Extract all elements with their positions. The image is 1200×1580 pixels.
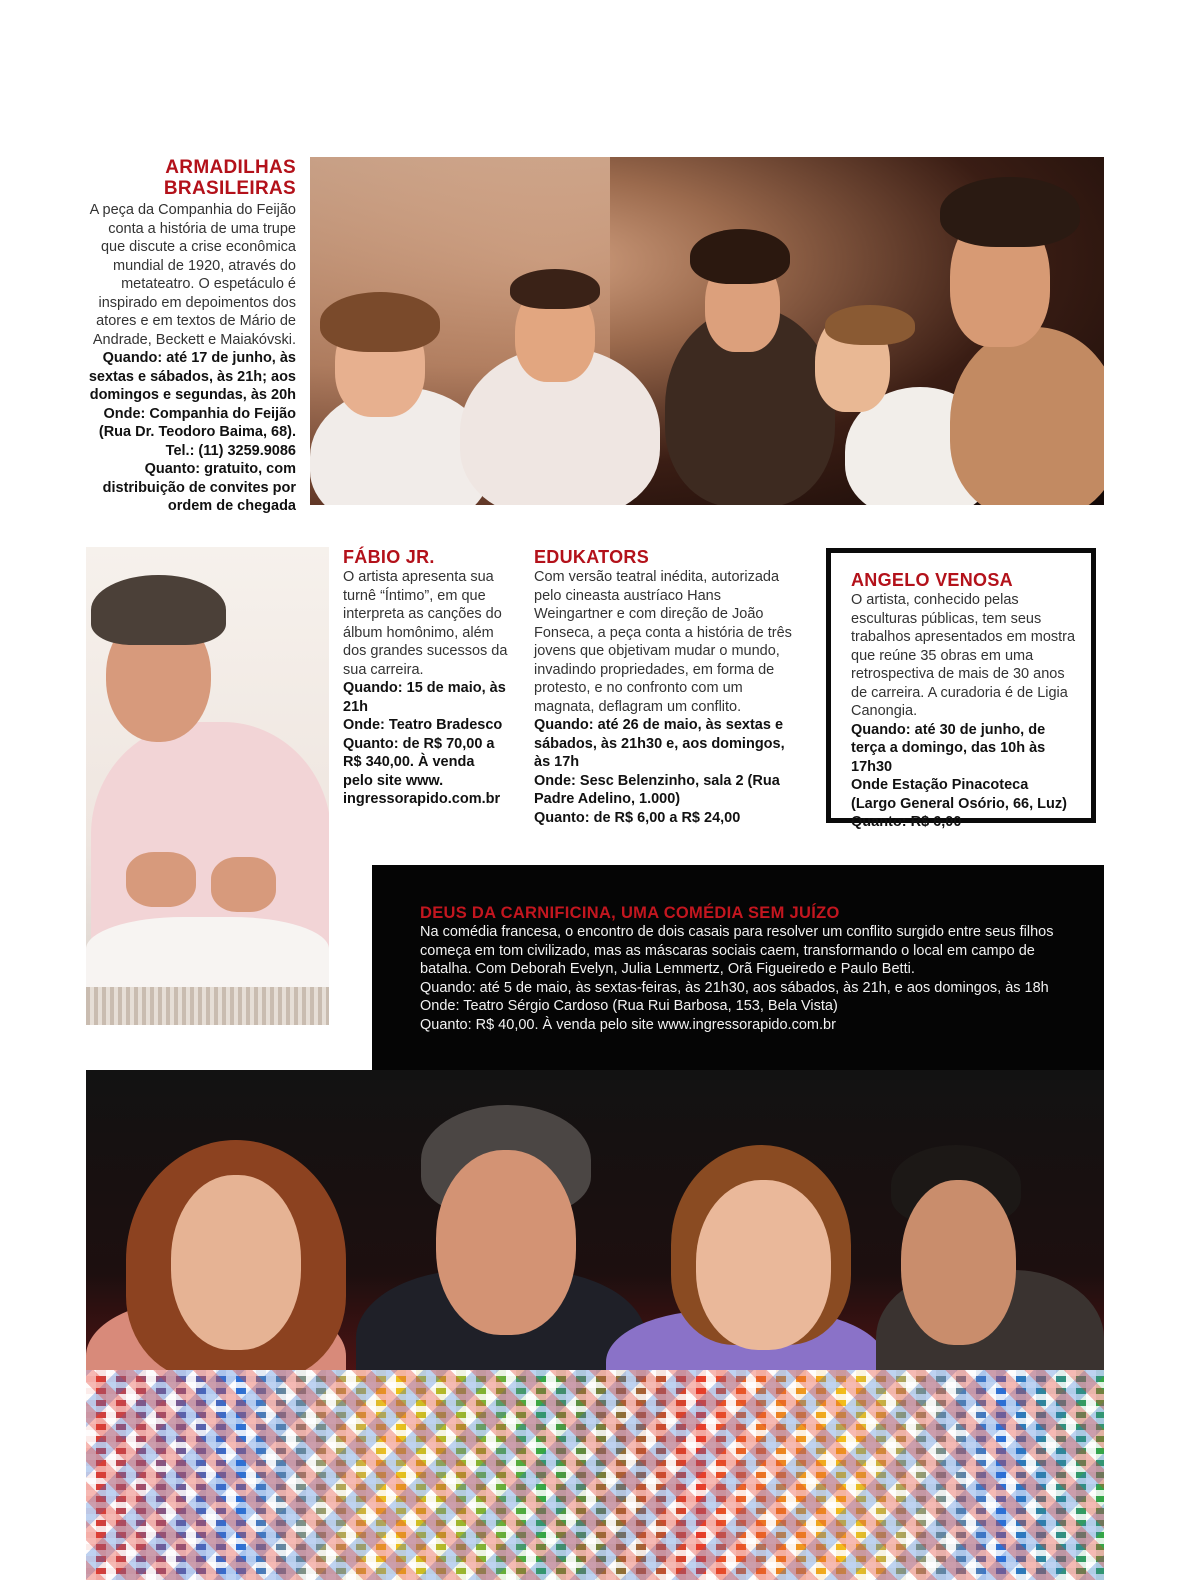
fabio-price: Quanto: de R$ 70,00 a R$ 340,00. À venda pelo site www. ingressorapido.com.br bbox=[343, 735, 501, 807]
venosa-description: O artista, conhecido pelas esculturas públicas, tem seus trabalhos apresentados em mostra que reúne 35 obras em uma retrospectiva de mais de 30 anos de carreira. A curadoria é de Ligia Canongia. bbox=[851, 592, 1076, 719]
armadilhas-title bbox=[86, 157, 296, 199]
fabio-where: Onde: Teatro Bradesco bbox=[343, 717, 503, 733]
fabio-description: O artista apresenta sua turnê “Íntimo”, em que interpreta as canções do álbum homônimo, além dos grandes sucessos da sua carreira. bbox=[343, 569, 508, 678]
actor-hair bbox=[690, 229, 790, 284]
venosa-price: Quanto: R$ 6,00 bbox=[851, 814, 962, 830]
actor-figure bbox=[950, 327, 1104, 505]
armadilhas-price: Quanto: gratuito, com distribuição de convites por ordem de chegada bbox=[102, 461, 296, 514]
carnificina-when: Quando: até 5 de maio, às sextas-feiras, às 21h30, aos sábados, às 21h, e aos domingos, às 18h bbox=[420, 979, 1049, 996]
cast-face-3 bbox=[696, 1180, 831, 1350]
edukators-where: Onde: Sesc Belenzinho, sala 2 (Rua Padre Adelino, 1.000) bbox=[534, 772, 780, 807]
armadilhas-title-line1: ARMADILHAS bbox=[165, 157, 296, 178]
cast-face-2 bbox=[436, 1150, 576, 1335]
armadilhas-tel: Tel.: (11) 3259.9086 bbox=[165, 442, 296, 459]
actor-hair bbox=[510, 269, 600, 309]
edukators-title: EDUKATORS bbox=[534, 547, 650, 567]
carnificina-price: Quanto: R$ 40,00. À venda pelo site www.ingressorapido.com.br bbox=[420, 1016, 836, 1033]
carnificina-description: Na comédia francesa, o encontro de dois casais para resolver um conflito surgido entre seus filhos começa em tom civilizado, mas as máscaras sociais caem, transformando o local em campo de batalha. Com Deborah Evelyn, Julia Lemmertz, Orã Figueiredo e Paulo Betti. bbox=[420, 924, 1054, 977]
fabio-article bbox=[343, 547, 508, 809]
fabio-hair bbox=[91, 575, 226, 645]
cast-face-4 bbox=[901, 1180, 1016, 1345]
fabio-hand-left bbox=[126, 852, 196, 907]
venosa-when: Quando: até 30 de junho, de terça a domingo, das 10h às 17h30 bbox=[851, 721, 1046, 775]
lego-table bbox=[86, 1370, 1104, 1580]
fabio-legs bbox=[86, 917, 329, 997]
armadilhas-title-line2: BRASILEIRAS bbox=[163, 178, 296, 199]
edukators-description: Com versão teatral inédita, autorizada pelo cineasta austríaco Hans Weingartner e com direção de João Fonseca, a peça conta a história de três jovens que objetivam mudar o mundo, invadindo propriedades, em forma de protesto, e no confronto com um magnata, deflagram um conflito. bbox=[534, 569, 792, 715]
carnificina-title: DEUS DA CARNIFICINA, UMA COMÉDIA SEM JUÍZO bbox=[420, 904, 840, 922]
carnificina-cast-photo bbox=[86, 1070, 1104, 1580]
carnificina-where: Onde: Teatro Sérgio Cardoso (Rua Rui Barbosa, 153, Bela Vista) bbox=[420, 998, 838, 1014]
venosa-article-box bbox=[826, 548, 1096, 830]
actor-hair bbox=[940, 177, 1080, 247]
fabio-portrait-photo bbox=[86, 547, 329, 1025]
armadilhas-article bbox=[86, 157, 296, 516]
venosa-title: ANGELO VENOSA bbox=[851, 570, 1013, 590]
edukators-article bbox=[534, 547, 794, 827]
actor-hair bbox=[320, 292, 440, 352]
carnificina-article-band bbox=[372, 865, 1104, 1070]
venosa-where: Onde Estação Pinacoteca (Largo General Osório, 66, Luz) bbox=[851, 777, 1067, 812]
armadilhas-when: Quando: até 17 de junho, às sextas e sábados, às 21h; aos domingos e segundas, às 20h bbox=[88, 350, 296, 403]
fabio-rug bbox=[86, 987, 329, 1025]
cast-face-1 bbox=[171, 1175, 301, 1350]
fabio-when: Quando: 15 de maio, às 21h bbox=[343, 680, 506, 715]
edukators-price: Quanto: de R$ 6,00 a R$ 24,00 bbox=[534, 809, 741, 826]
armadilhas-stage-photo bbox=[310, 157, 1104, 505]
fabio-hand-right bbox=[211, 857, 276, 912]
edukators-when: Quando: até 26 de maio, às sextas e sábados, às 21h30 e, aos domingos, às 17h bbox=[534, 717, 785, 770]
armadilhas-description: A peça da Companhia do Feijão conta a história de uma trupe que discute a crise econômica mundial de 1920, através do metateatro. O espetáculo é inspirado em depoimentos dos atores e em textos de Mário de Andrade, Beckett e Maiakóvski. bbox=[89, 202, 296, 348]
armadilhas-where: Onde: Companhia do Feijão (Rua Dr. Teodoro Baima, 68). bbox=[98, 405, 296, 440]
fabio-title: FÁBIO JR. bbox=[343, 547, 435, 567]
actor-hair bbox=[825, 305, 915, 345]
